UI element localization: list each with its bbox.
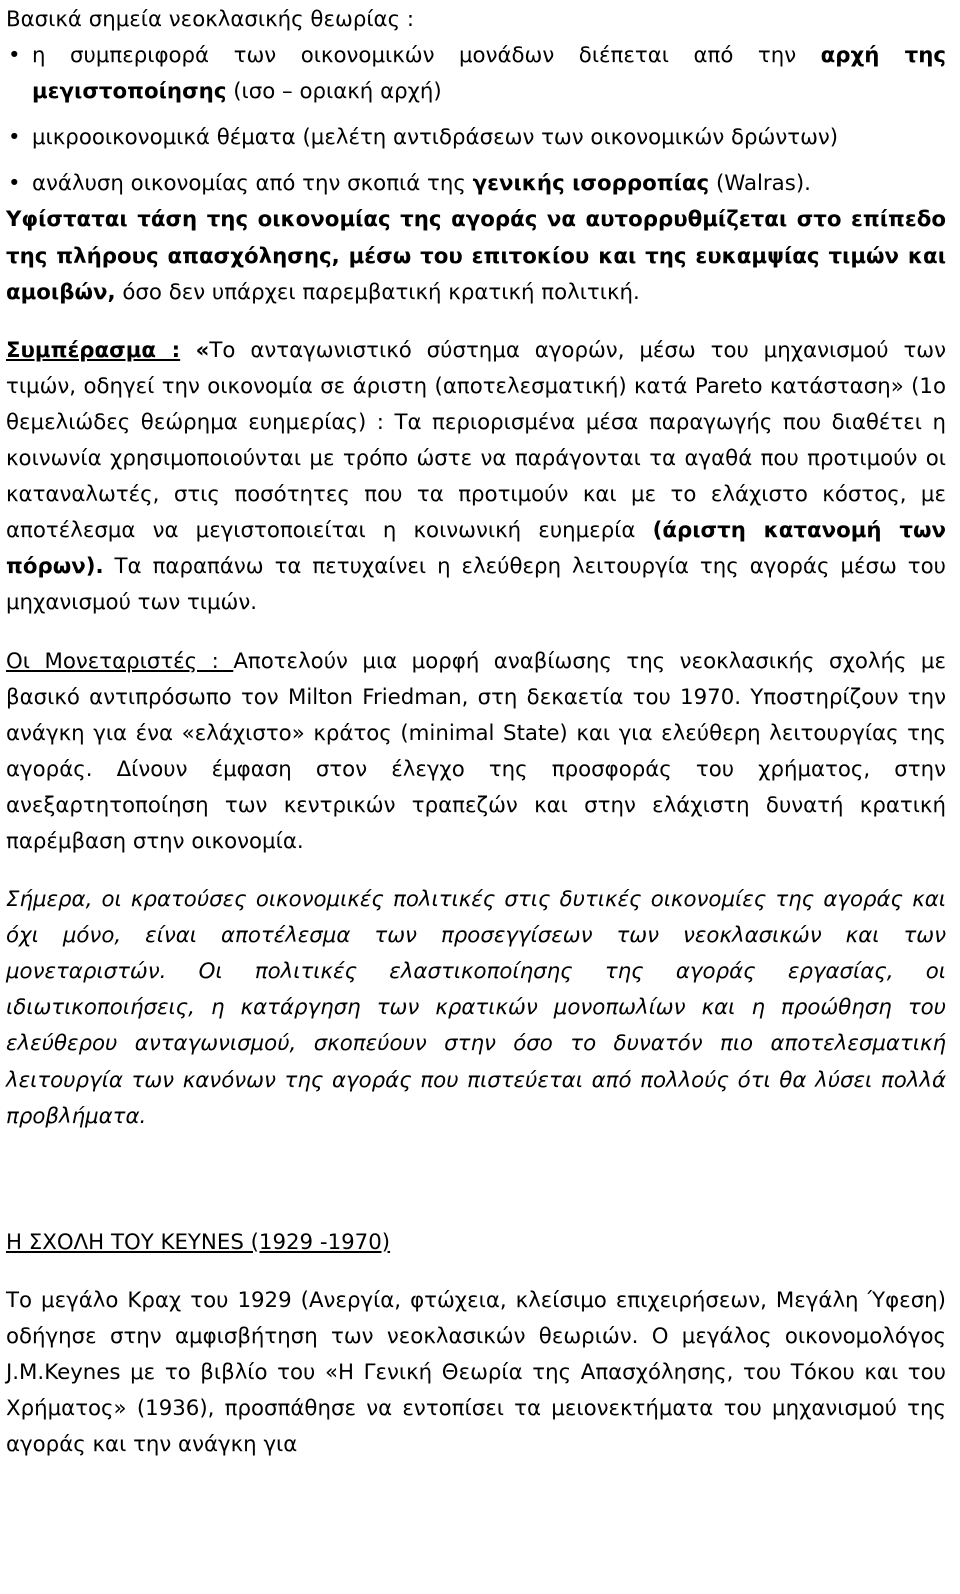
list-item (6, 120, 946, 156)
monetarists-label: Οι Μονεταριστές : (6, 648, 234, 674)
conclusion-paragraph (6, 333, 946, 622)
bold-text: Υφίσταται τάση της οικονομίας της αγοράς να αυτορρυθμίζεται στο επίπεδο της πλήρους απασχόλησης, μέσω του επιτοκίου και της ευκαμψίας τιμών και αμοιβών, (6, 207, 946, 305)
list-item-text: (Walras). (709, 171, 811, 197)
bullet-icon: • (8, 125, 21, 151)
neoclassical-points-list (6, 38, 946, 202)
paragraph-text: Τα παραπάνω τα πετυχαίνει η ελεύθερη λειτουργία της αγοράς μέσω του μηχανισμού των τιμών. (6, 554, 946, 616)
keynes-section-title: Η ΣΧΟΛΗ ΤΟΥ KEYNES (1929 -1970) (6, 1229, 391, 1255)
section-heading: Βασικά σημεία νεοκλασικής θεωρίας : (6, 7, 415, 32)
list-item-text: (ισο – οριακή αρχή) (226, 79, 442, 105)
bullet-icon: • (8, 43, 21, 69)
list-item-text: ανάλυση οικονομίας από την σκοπιά της (32, 171, 473, 197)
list-item-text: μικροοικονομικά θέματα (μελέτη αντιδράσεων των οικονομικών δρώντων) (32, 125, 839, 151)
conclusion-label: Συμπέρασμα : (6, 337, 181, 363)
bold-text: (άριστη κατανομή των πόρων). (6, 518, 946, 580)
paragraph-text: Το ανταγωνιστικό σύστημα αγορών, μέσω του μηχανισμού των τιμών, οδηγεί την οικονομία σε άριστη (αποτελεσματική) κατά Pareto κατάσταση» (1ο θεμελιώδες θεώρημα ευημερίας) : Τα περιορισμένα μέσα παραγωγής που διαθέτει η κοινωνία χρησιμοποιούνται με τρόπο ώστε να παράγονται τα αγαθά που προτιμούν οι καταναλωτές, στις ποσότητες που τα προτιμούν και με το ελάχιστο κόστος, με αποτέλεσμα να μεγιστοποιείται η κοινωνική ευημερία (6, 337, 947, 544)
keynes-paragraph: Το μεγάλο Κραχ του 1929 (Ανεργία, φτώχεια, κλείσιμο επιχειρήσεων, Μεγάλη Ύφεση) οδήγησε στην αμφισβήτηση των νεοκλασικών θεωριών. Ο μεγάλος οικονομολόγος J.M.Keynes με το βιβλίο του «Η Γενική Θεωρία της Απασχόλησης, του Τόκου και του Χρήματος» (1936), προσπάθησε να εντοπίσει τα μειονεκτήματα του μηχανισμού της αγοράς και την ανάγκη για (6, 1287, 946, 1458)
paragraph-text: Αποτελούν μια μορφή αναβίωσης της νεοκλασικής σχολής με βασικό αντιπρόσωπο τον Milton Friedman, στη δεκαετία του 1970. Υποστηρίζουν την ανάγκη για ένα «ελάχιστο» κράτος (minimal State) και για ελεύθερη λειτουργίας της αγοράς. Δίνουν έμφαση στον έλεγχο της προσφοράς του χρήματος, στην ανεξαρτητοποίηση των κεντρικών τραπεζών και στην ελάχιστη δυνατή κρατική παρέμβαση στην οικονομία. (6, 648, 946, 854)
list-item (6, 166, 946, 202)
paragraph-text: όσο δεν υπάρχει παρεμβατική κρατική πολιτική. (115, 279, 640, 305)
list-item-bold-text: αρχή της μεγιστοποίησης (32, 43, 946, 105)
list-item-text: η συμπεριφορά των οικονομικών μονάδων διέπεται από την (32, 43, 821, 69)
list-item-bold-text: γενικής ισορροπίας (472, 171, 710, 197)
list-item (6, 38, 946, 110)
today-paragraph: Σήμερα, οι κρατούσες οικονομικές πολιτικές στις δυτικές οικονομίες της αγοράς και όχι μόνο, είναι αποτέλεσμα των προσεγγίσεων των νεοκλασικών και των μονεταριστών. Οι πολιτικές ελαστικοποίησης της αγοράς εργασίας, οι ιδιωτικοποιήσεις, η κατάργηση των κρατικών μονοπωλίων και η προώθηση του ελεύθερου ανταγωνισμού, σκοπεύουν στην όσο το δυνατόν πιο αποτελεσματική λειτουργία των κανόνων της αγοράς που πιστεύεται από πολλούς ότι θα λύσει πολλά προβλήματα. (6, 887, 946, 1129)
quote-mark: « (180, 337, 210, 363)
monetarists-paragraph (6, 644, 946, 861)
general-equilibrium-paragraph (6, 202, 946, 310)
bullet-icon: • (8, 171, 21, 197)
